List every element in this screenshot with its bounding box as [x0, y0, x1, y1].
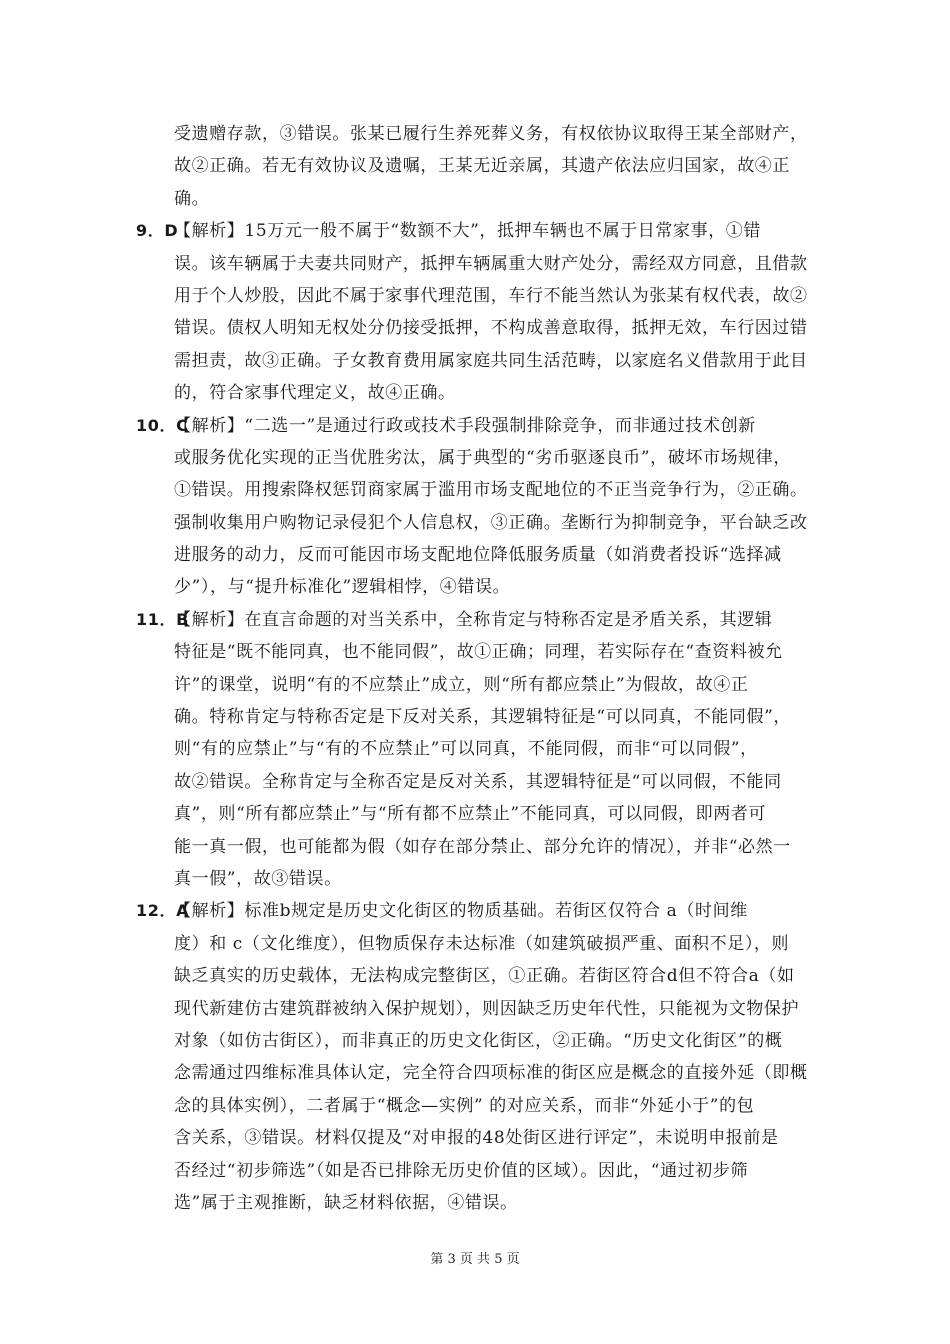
answer-line: 否经过“初步筛选”（如是否已排除无历史价值的区域）。因此，“通过初步筛 — [174, 1160, 749, 1181]
answer-line: 许”的课堂，说明“有的不应禁止”成立，则“所有都应禁止”为假故，故④正 — [174, 674, 749, 695]
answer-line: 含关系，③错误。材料仅提及“对申报的48处街区进行评定”，未说明申报前是 — [174, 1128, 779, 1149]
intro-line: 故②正确。若无有效协议及遗嘱，王某无近亲属，其遗产依法应归国家，故④正 — [174, 156, 790, 177]
answer-line: 念的具体实例），二者属于“概念—实例” 的对应关系，而非“外延小于”的包 — [174, 1095, 755, 1116]
answer-line: 对象（如仿古街区），而非真正的历史文化街区，②正确。“历史文化街区”的概 — [174, 1030, 783, 1051]
answer-line: 用于个人炒股，因此不属于家事代理范围，车行不能当然认为张某有权代表，故② — [174, 285, 808, 306]
answer-line: 能一真一假，也可能都为假（如存在部分禁止、部分允许的情况），并非“必然一 — [174, 836, 791, 857]
answer-line: 误。该车辆属于夫妻共同财产，抵押车辆属重大财产处分，需经双方同意，且借款 — [174, 253, 808, 274]
answer-line: 现代新建仿古建筑群被纳入保护规划），则因缺乏历史年代性，只能视为文物保护 — [174, 998, 800, 1019]
answer-text: 【解析】标准b规定是历史文化街区的物质基础。若街区仅符合 a（时间维 — [174, 901, 748, 922]
answer-text: 【解析】15万元一般不属于“数额不大”，抵押车辆也不属于日常家事，①错 — [174, 221, 762, 242]
answer-first-line — [136, 895, 816, 927]
question-number: 9．D — [136, 221, 179, 241]
answer-line: 真”，则“所有都应禁止”与“所有都不应禁止”不能同真，可以同假，即两者可 — [174, 804, 767, 825]
answer-line: 需担责，故③正确。子女教育费用属家庭共同生活范畴，以家庭名义借款用于此目 — [174, 350, 808, 371]
answer-line: 少”），与“提升标准化”逻辑相悖，④错误。 — [174, 577, 511, 598]
answer-line: 或服务优化实现的正当优胜劣汰，属于典型的“劣币驱逐良币”，破坏市场规律， — [174, 447, 791, 468]
answer-line: 确。特称肯定与特称否定是下反对关系，其逻辑特征是“可以同真，不能同假”， — [174, 707, 791, 728]
page-footer: 第 3 页 共 5 页 — [430, 1252, 520, 1267]
answer-line: 进服务的动力，反而可能因市场支配地位降低服务质量（如消费者投诉“选择减 — [174, 545, 782, 566]
answer-line: 真一假”，故③错误。 — [174, 868, 342, 889]
answer-content — [136, 118, 816, 1219]
answer-line: 选”属于主观推断，缺乏材料依据，④错误。 — [174, 1192, 518, 1213]
answer-line: 则“有的应禁止”与“有的不应禁止”可以同真，不能同假，而非“可以同假”， — [174, 739, 758, 760]
question-number: 12．A — [136, 901, 190, 921]
answer-text: 【解析】“二选一”是通过行政或技术手段强制排除竞争，而非通过技术创新 — [174, 415, 756, 436]
intro-line: 受遗赠存款，③错误。张某已履行生养死葬义务，有权依协议取得王某全部财产， — [174, 124, 808, 144]
answer-line: 特征是“既不能同真，也不能同假”，故①正确；同理，若实际存在“查资料被允 — [174, 642, 783, 663]
answer-text: 【解析】在直言命题的对当关系中，全称肯定与特称否定是矛盾关系，其逻辑 — [174, 609, 773, 630]
answer-line: 强制收集用户购物记录侵犯个人信息权，③正确。垄断行为抑制竞争，平台缺乏改 — [174, 512, 808, 533]
answer-first-line — [136, 604, 816, 636]
question-number: 10．C — [136, 415, 189, 435]
answer-line: 念需通过四维标准具体认定，完全符合四项标准的街区应是概念的直接外延（即概 — [174, 1063, 808, 1084]
answer-first-line — [136, 215, 816, 247]
question-number: 11．B — [136, 609, 189, 629]
answer-line: 故②错误。全称肯定与全称否定是反对关系，其逻辑特征是“可以同假，不能同 — [174, 771, 782, 792]
answer-line: 的，符合家事代理定义，故④正确。 — [174, 383, 456, 404]
intro-line: 确。 — [174, 188, 210, 209]
answer-line: ①错误。用搜索降权惩罚商家属于滥用市场支配地位的不正当竞争行为，②正确。 — [174, 480, 808, 501]
answer-first-line — [136, 410, 816, 442]
answer-line: 度）和 c（文化维度），但物质保存未达标准（如建筑破损严重、面积不足），则 — [174, 933, 790, 954]
answer-line: 缺乏真实的历史载体，无法构成完整街区，①正确。若街区符合d但不符合a（如 — [174, 966, 795, 987]
answer-line: 错误。债权人明知无权处分仍接受抵押，不构成善意取得，抵押无效，车行因过错 — [174, 318, 808, 339]
